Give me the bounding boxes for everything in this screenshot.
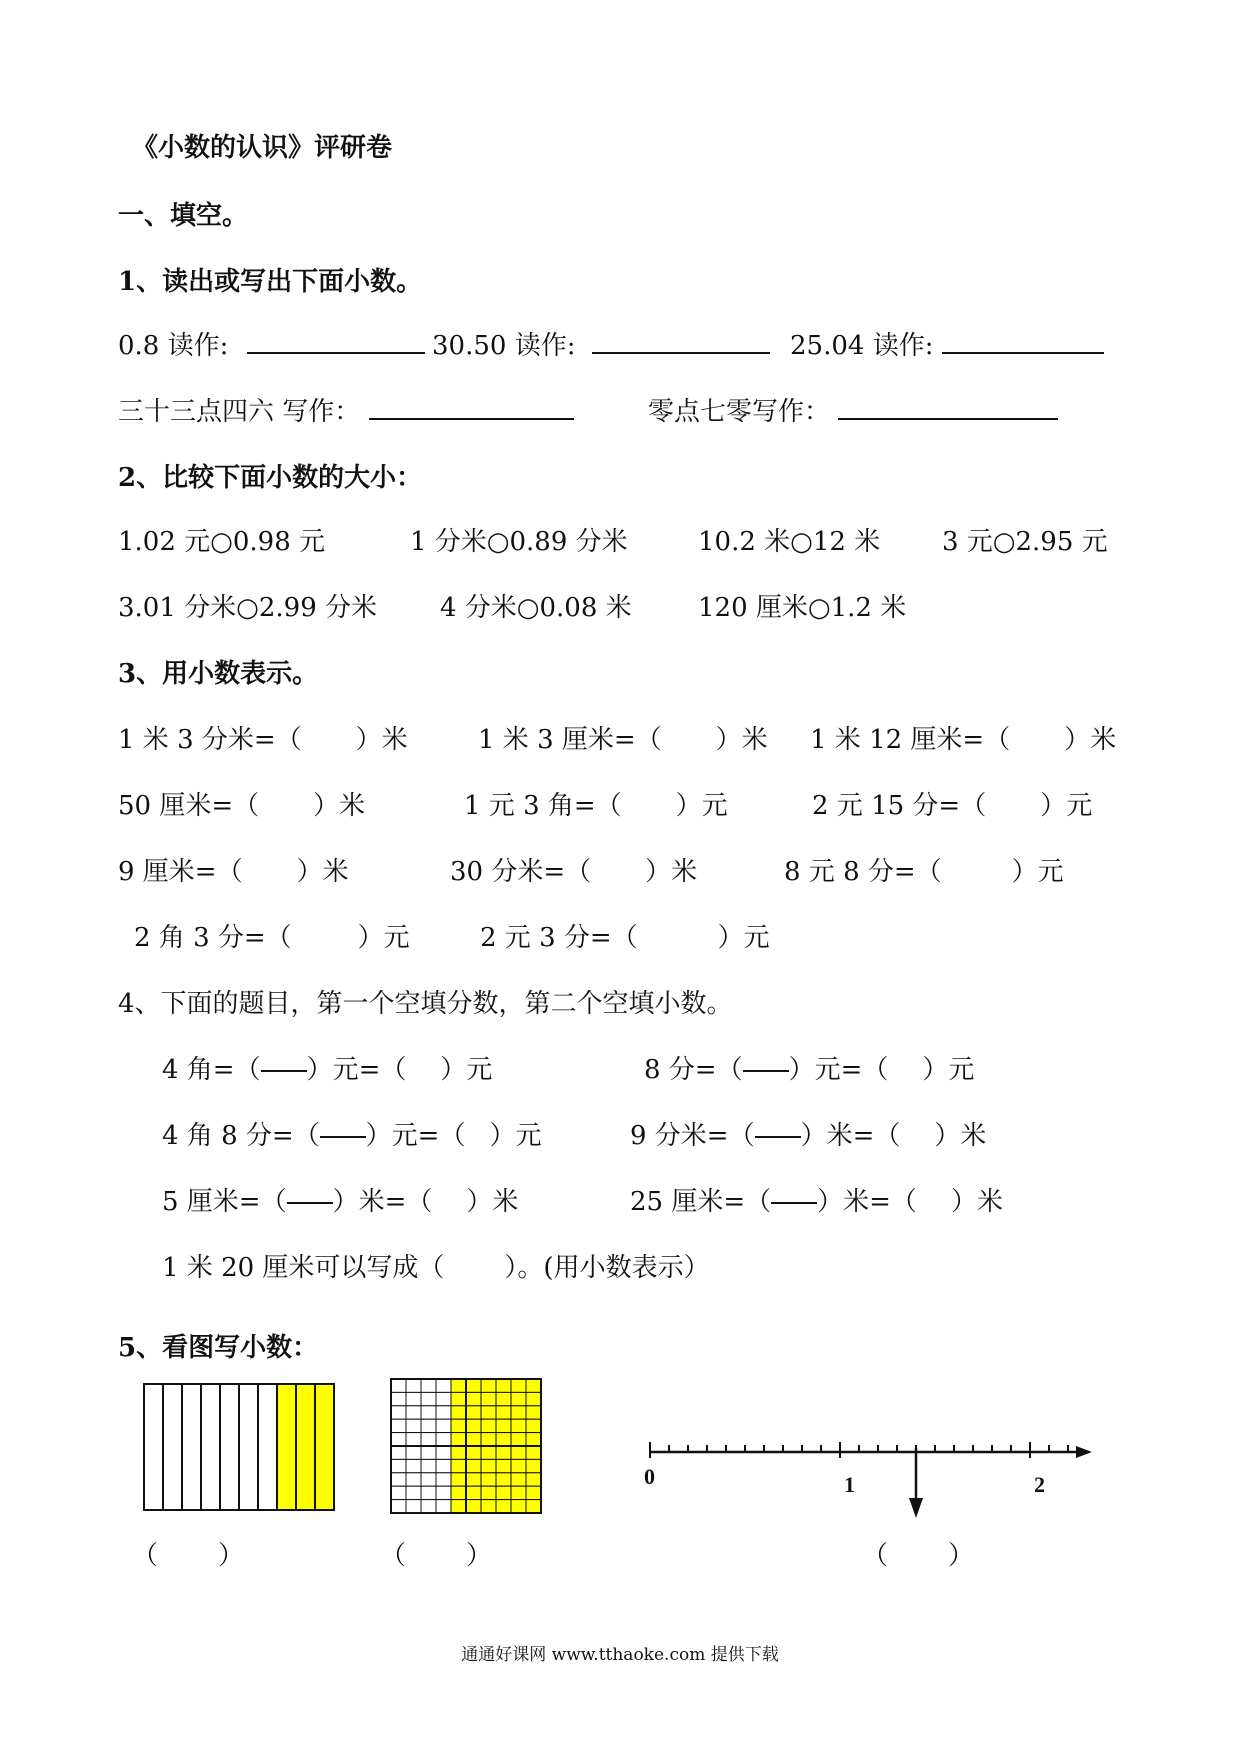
shaded-cell	[481, 1473, 496, 1486]
q4-pre: 4 角 8 分=（	[162, 1121, 320, 1151]
grid-cell	[391, 1379, 406, 1392]
q4-pre: 1 米 20 厘米可以写成（	[162, 1253, 445, 1283]
strip	[201, 1384, 220, 1510]
grid-cell	[391, 1406, 406, 1419]
shaded-cell	[481, 1379, 496, 1392]
question-5-heading: 5、看图写小数：	[118, 1333, 319, 1363]
q4-pre: 9 分米=（	[630, 1121, 755, 1151]
q3-post: ）元	[1011, 857, 1064, 887]
q3-item	[812, 790, 1092, 822]
fraction-blank[interactable]	[261, 1054, 307, 1072]
grid-cell	[436, 1473, 451, 1486]
q3-post: ）元	[675, 791, 728, 821]
shaded-cell	[496, 1419, 511, 1432]
shaded-cell	[511, 1473, 526, 1486]
fraction-blank[interactable]	[771, 1186, 817, 1204]
shaded-cell	[481, 1459, 496, 1472]
q4-pre: 8 分=（	[644, 1055, 743, 1085]
shaded-cell	[466, 1486, 481, 1499]
q3-item	[784, 856, 1064, 888]
q3-pre: 1 米 3 分米=（	[118, 725, 302, 755]
q4-item	[162, 1186, 518, 1218]
shaded-cell	[496, 1486, 511, 1499]
shaded-cell	[511, 1392, 526, 1405]
q3-pre: 2 角 3 分=（	[134, 923, 292, 953]
shaded-cell	[466, 1419, 481, 1432]
fraction-blank[interactable]	[320, 1120, 366, 1138]
shaded-cell	[451, 1446, 466, 1459]
q3-item	[478, 724, 768, 756]
q3-item	[134, 922, 410, 954]
q3-post: ）米	[1064, 725, 1117, 755]
grid-cell	[406, 1486, 421, 1499]
q4-mid: ）元=（	[306, 1055, 407, 1085]
grid-cell	[436, 1379, 451, 1392]
strip	[163, 1384, 182, 1510]
grid-cell	[406, 1392, 421, 1405]
paren-open: （	[380, 1541, 407, 1571]
shaded-cell	[511, 1379, 526, 1392]
answer-blank[interactable]	[838, 396, 1058, 420]
shaded-cell	[481, 1500, 496, 1513]
shaded-cell	[451, 1419, 466, 1432]
shaded-cell	[526, 1446, 541, 1459]
compare-item: 1 分米○0.89 分米	[410, 527, 628, 557]
shaded-cell	[511, 1500, 526, 1513]
shaded-cell	[466, 1379, 481, 1392]
shaded-strip	[315, 1384, 334, 1510]
grid-cell	[436, 1459, 451, 1472]
q3-item	[118, 790, 365, 822]
shaded-cell	[466, 1433, 481, 1446]
grid-cell	[421, 1446, 436, 1459]
grid-cell	[391, 1392, 406, 1405]
q4-last-item	[162, 1252, 710, 1284]
q4-pre: 25 厘米=（	[630, 1187, 772, 1217]
q4-post: ）元	[440, 1055, 493, 1085]
q4-post: ）米	[950, 1187, 1003, 1217]
shaded-cell	[511, 1459, 526, 1472]
shaded-cell	[496, 1406, 511, 1419]
grid-cell	[436, 1446, 451, 1459]
shaded-cell	[526, 1379, 541, 1392]
fraction-blank[interactable]	[755, 1120, 801, 1138]
q4-mid: ）米=（	[817, 1187, 917, 1217]
shaded-cell	[481, 1419, 496, 1432]
grid-cell	[391, 1486, 406, 1499]
answer-blank[interactable]	[592, 330, 770, 354]
grid-cell	[406, 1446, 421, 1459]
q4-item	[162, 1054, 492, 1086]
q4-item	[630, 1120, 986, 1152]
q3-post: ）米	[313, 791, 366, 821]
grid-cell	[406, 1473, 421, 1486]
axis-arrowhead	[1076, 1446, 1092, 1458]
grid-cell	[421, 1406, 436, 1419]
grid-cell	[406, 1379, 421, 1392]
q3-pre: 1 米 12 厘米=（	[810, 725, 1011, 755]
q4-mid: ）元=（	[365, 1121, 466, 1151]
question-1-heading: 1、读出或写出下面小数。	[118, 267, 423, 297]
grid-cell	[391, 1419, 406, 1432]
q1-row1-item2	[432, 330, 770, 362]
strip	[182, 1384, 201, 1510]
tick-label: 0	[644, 1464, 655, 1489]
shaded-cell	[526, 1392, 541, 1405]
shaded-cell	[496, 1473, 511, 1486]
paren-close: ）	[218, 1541, 245, 1571]
shaded-cell	[526, 1406, 541, 1419]
q1-row2-item1	[118, 396, 574, 428]
grid-cell	[421, 1419, 436, 1432]
q4-post: ）米	[466, 1187, 519, 1217]
q3-pre: 9 厘米=（	[118, 857, 243, 887]
shaded-cell	[481, 1392, 496, 1405]
shaded-cell	[466, 1500, 481, 1513]
compare-item: 10.2 米○12 米	[698, 527, 881, 557]
grid-cell	[421, 1473, 436, 1486]
grid-cell	[391, 1446, 406, 1459]
q1-row1-item1	[118, 330, 425, 362]
shaded-cell	[451, 1473, 466, 1486]
shaded-cell	[496, 1392, 511, 1405]
shaded-cell	[466, 1446, 481, 1459]
q4-post: ）。(用小数表示）	[504, 1253, 710, 1283]
q3-pre: 8 元 8 分=（	[784, 857, 942, 887]
grid-cell	[406, 1459, 421, 1472]
compare-item: 1.02 元○0.98 元	[118, 527, 325, 557]
grid-cell	[421, 1392, 436, 1405]
shaded-cell	[526, 1419, 541, 1432]
q3-post: ）米	[645, 857, 698, 887]
grid-cell	[436, 1500, 451, 1513]
page-title: 《小数的认识》评研卷	[132, 133, 393, 163]
q4-item	[644, 1054, 974, 1086]
compare-item: 3 元○2.95 元	[942, 527, 1108, 557]
strip	[144, 1384, 163, 1510]
shaded-cell	[481, 1406, 496, 1419]
q3-pre: 2 元 3 分=（	[480, 923, 638, 953]
shaded-cell	[526, 1459, 541, 1472]
q3-item	[118, 856, 349, 888]
q3-pre: 50 厘米=（	[118, 791, 260, 821]
grid-cell	[421, 1433, 436, 1446]
q4-post: ）米	[934, 1121, 987, 1151]
q1-prompt: 25.04 读作:	[790, 331, 934, 361]
shaded-cell	[466, 1406, 481, 1419]
shaded-cell	[496, 1446, 511, 1459]
q3-item	[810, 724, 1116, 756]
shaded-strip	[277, 1384, 296, 1510]
shaded-cell	[526, 1473, 541, 1486]
q4-pre: 4 角=（	[162, 1055, 261, 1085]
shaded-cell	[511, 1433, 526, 1446]
q3-item	[480, 922, 770, 954]
q1-row1-item3	[790, 330, 1104, 362]
q3-post: ）米	[715, 725, 768, 755]
shaded-cell	[526, 1486, 541, 1499]
strip	[239, 1384, 258, 1510]
shaded-cell	[511, 1419, 526, 1432]
fraction-blank[interactable]	[743, 1054, 789, 1072]
shaded-cell	[451, 1392, 466, 1405]
q4-pre: 5 厘米=（	[162, 1187, 287, 1217]
tick-label: 1	[844, 1472, 855, 1497]
compare-item: 4 分米○0.08 米	[440, 593, 632, 623]
shaded-cell	[511, 1446, 526, 1459]
question-4-heading: 4、下面的题目，第一个空填分数，第二个空填小数。	[118, 989, 733, 1019]
grid-cell	[436, 1406, 451, 1419]
grid-cell	[391, 1459, 406, 1472]
grid-cell	[391, 1473, 406, 1486]
shaded-cell	[466, 1473, 481, 1486]
shaded-cell	[451, 1433, 466, 1446]
q4-mid: ）米=（	[800, 1121, 901, 1151]
grid-cell	[436, 1392, 451, 1405]
q3-item	[464, 790, 728, 822]
strip	[258, 1384, 277, 1510]
q5-answer-2	[380, 1540, 492, 1572]
q4-mid: ）元=（	[788, 1055, 889, 1085]
answer-blank[interactable]	[942, 330, 1104, 354]
q1-row2-item2	[648, 396, 1058, 428]
number-line	[636, 1430, 1096, 1540]
q5-answer-3	[862, 1540, 974, 1572]
grid-cell	[436, 1419, 451, 1432]
shaded-cell	[496, 1500, 511, 1513]
shaded-cell	[451, 1406, 466, 1419]
shaded-cell	[511, 1406, 526, 1419]
paren-open: （	[862, 1541, 889, 1571]
q3-item	[118, 724, 408, 756]
paren-close: ）	[948, 1541, 975, 1571]
shaded-cell	[451, 1486, 466, 1499]
pointer-arrowhead	[909, 1498, 923, 1518]
grid-cell	[406, 1406, 421, 1419]
shaded-cell	[481, 1486, 496, 1499]
section-heading: 一、填空。	[118, 201, 249, 231]
q1-prompt: 30.50 读作:	[432, 331, 576, 361]
grid-cell	[406, 1433, 421, 1446]
q3-post: ）元	[717, 923, 770, 953]
q3-post: ）米	[296, 857, 349, 887]
q3-post: ）元	[357, 923, 410, 953]
shaded-cell	[511, 1486, 526, 1499]
q1-prompt: 三十三点四六 写作：	[118, 397, 361, 427]
q3-pre: 30 分米=（	[450, 857, 592, 887]
q3-post: ）元	[1040, 791, 1093, 821]
q3-pre: 1 元 3 角=（	[464, 791, 622, 821]
shaded-cell	[466, 1459, 481, 1472]
shaded-cell	[481, 1446, 496, 1459]
shaded-strip	[296, 1384, 315, 1510]
q4-post: ）元	[922, 1055, 975, 1085]
compare-item: 3.01 分米○2.99 分米	[118, 593, 377, 623]
page-footer: 通通好课网 www.tthaoke.com 提供下载	[461, 1645, 779, 1665]
q3-pre: 2 元 15 分=（	[812, 791, 987, 821]
grid-cell	[421, 1486, 436, 1499]
shaded-cell	[451, 1500, 466, 1513]
grid-cell	[391, 1433, 406, 1446]
shaded-cell	[466, 1392, 481, 1405]
grid-cell	[406, 1500, 421, 1513]
fraction-blank[interactable]	[287, 1186, 333, 1204]
shaded-cell	[526, 1500, 541, 1513]
shaded-cell	[496, 1459, 511, 1472]
shaded-cell	[451, 1459, 466, 1472]
question-3-heading: 3、用小数表示。	[118, 659, 319, 689]
shaded-cell	[451, 1379, 466, 1392]
grid-cell	[421, 1459, 436, 1472]
q4-post: ）元	[489, 1121, 542, 1151]
grid-cell	[406, 1419, 421, 1432]
q3-post: ）米	[355, 725, 408, 755]
paren-close: ）	[466, 1541, 493, 1571]
shaded-cell	[496, 1379, 511, 1392]
paren-open: （	[132, 1541, 159, 1571]
compare-item: 120 厘米○1.2 米	[698, 593, 907, 623]
shaded-cell	[496, 1433, 511, 1446]
grid-cell	[436, 1433, 451, 1446]
grid-cell	[391, 1500, 406, 1513]
tick-label: 2	[1034, 1472, 1045, 1497]
q5-answer-1	[132, 1540, 244, 1572]
q4-item	[630, 1186, 1003, 1218]
grid-cell	[436, 1486, 451, 1499]
q4-item	[162, 1120, 541, 1152]
shaded-cell	[526, 1433, 541, 1446]
shaded-cell	[481, 1433, 496, 1446]
answer-blank[interactable]	[369, 396, 574, 420]
hundred-grid-diagram	[388, 1376, 544, 1516]
grid-cell	[421, 1379, 436, 1392]
q3-pre: 1 米 3 厘米=（	[478, 725, 662, 755]
q1-prompt: 0.8 读作:	[118, 331, 229, 361]
grid-cell	[421, 1500, 436, 1513]
strip	[220, 1384, 239, 1510]
question-2-heading: 2、比较下面小数的大小：	[118, 463, 423, 493]
q1-prompt: 零点七零写作：	[648, 397, 831, 427]
q3-item	[450, 856, 697, 888]
strip-diagram	[140, 1380, 340, 1516]
q4-mid: ）米=（	[332, 1187, 433, 1217]
answer-blank[interactable]	[247, 330, 425, 354]
